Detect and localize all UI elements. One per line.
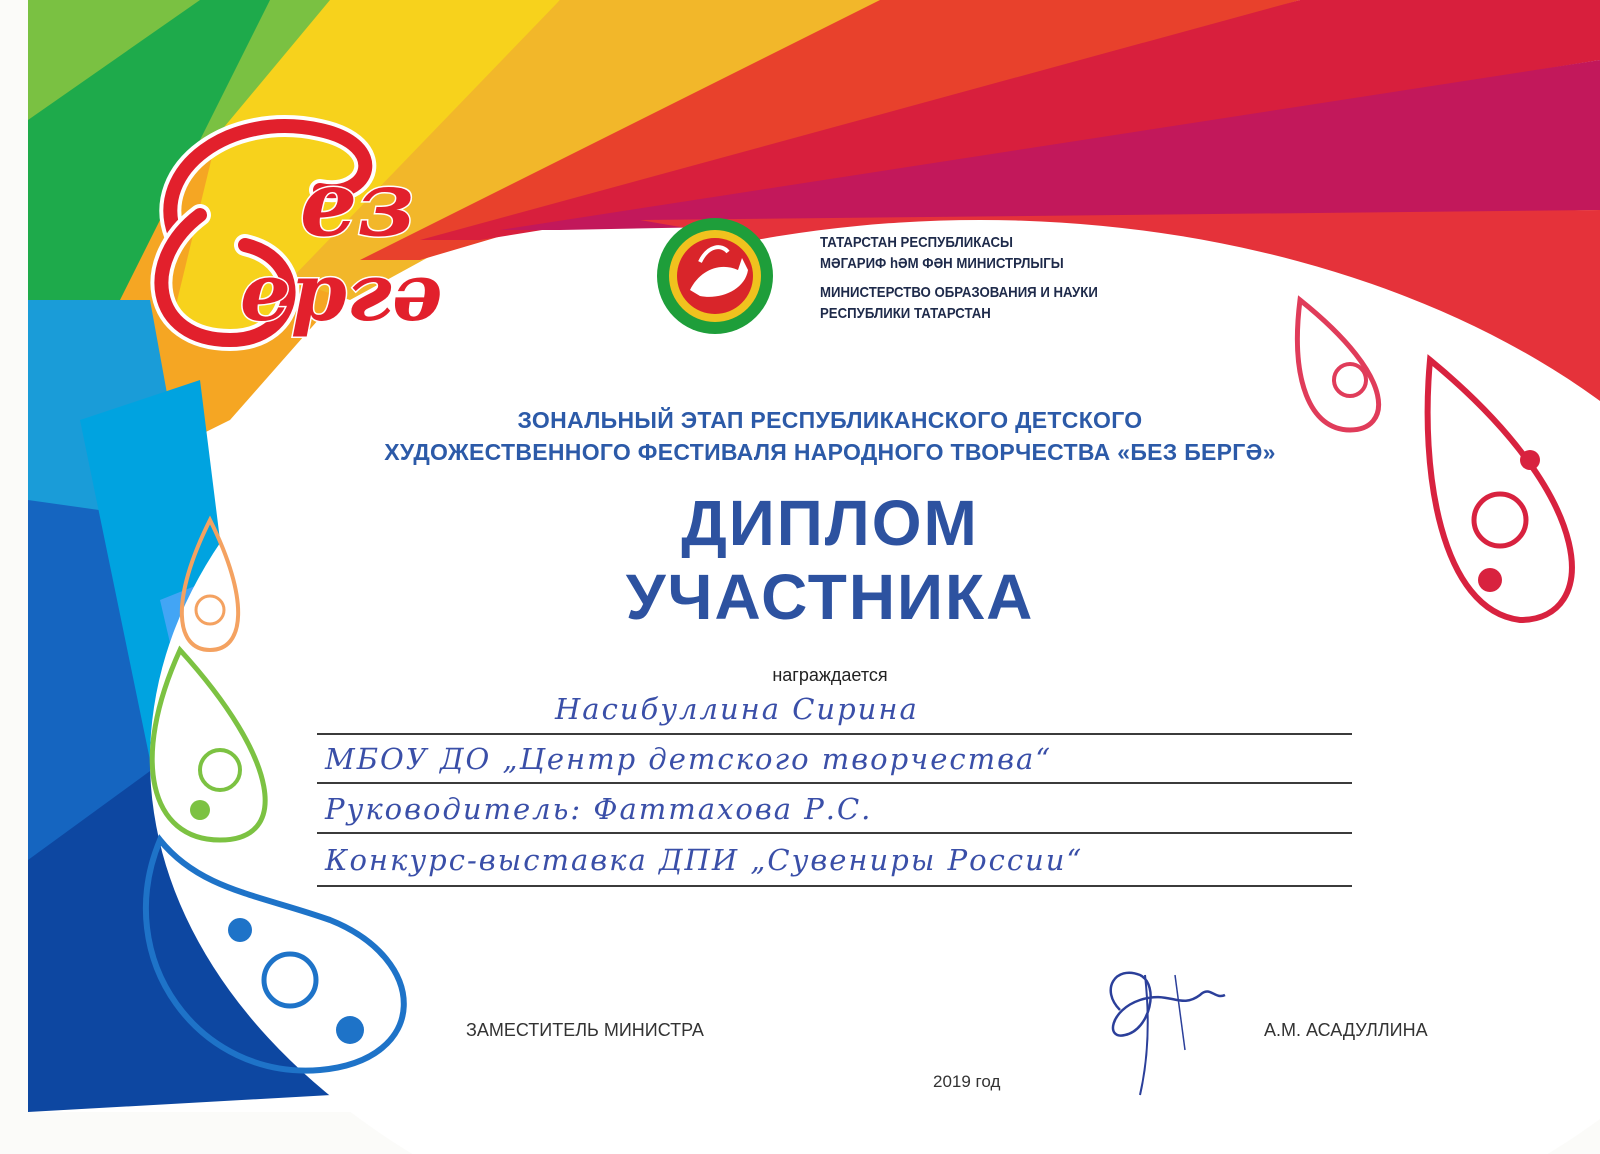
ministry-line-2: МӘГАРИФ һӘМ ФӘН МИНИСТРЛЫГЫ: [820, 255, 1064, 272]
ministry-line-3: МИНИСТЕРСТВО ОБРАЗОВАНИЯ И НАУКИ: [820, 284, 1098, 301]
underline-1: [317, 733, 1352, 735]
festival-line-1: ЗОНАЛЬНЫЙ ЭТАП РЕСПУБЛИКАНСКОГО ДЕТСКОГО: [517, 407, 1143, 433]
signer-name: А.М. АСАДУЛЛИНА: [1264, 1020, 1428, 1040]
diploma-year: 2019 год: [933, 1072, 1001, 1091]
recipient-contest: Конкурс-выставка ДПИ „Сувениры России“: [325, 843, 1084, 877]
underline-3: [317, 832, 1352, 834]
ministry-line-1: ТАТАРСТАН РЕСПУБЛИКАСЫ: [820, 234, 1013, 251]
festival-line-2: ХУДОЖЕСТВЕННОГО ФЕСТИВАЛЯ НАРОДНОГО ТВОРЧЕСТВА «БЕЗ БЕРГӘ»: [384, 439, 1276, 465]
ministry-block: [820, 232, 1098, 324]
tatarstan-emblem: [657, 218, 773, 334]
awarded-label: награждается: [772, 665, 888, 685]
svg-text:ергә: ергә: [240, 245, 443, 339]
festival-heading: [260, 404, 1400, 468]
recipient-institution: МБОУ ДО „Центр детского творчества“: [325, 742, 1053, 776]
underline-4: [317, 885, 1352, 887]
ministry-line-4: РЕСПУБЛИКИ ТАТАРСТАН: [820, 305, 991, 322]
underline-2: [317, 782, 1352, 784]
diploma-subtitle: УЧАСТНИКА: [625, 561, 1035, 633]
diploma-title: ДИПЛОМ: [681, 487, 979, 559]
recipient-leader: Руководитель: Фаттахова Р.С.: [325, 792, 873, 826]
recipient-name: Насибуллина Сирина: [555, 692, 919, 726]
signer-position: ЗАМЕСТИТЕЛЬ МИНИСТРА: [466, 1020, 704, 1040]
svg-text:ез: ез: [300, 151, 415, 257]
